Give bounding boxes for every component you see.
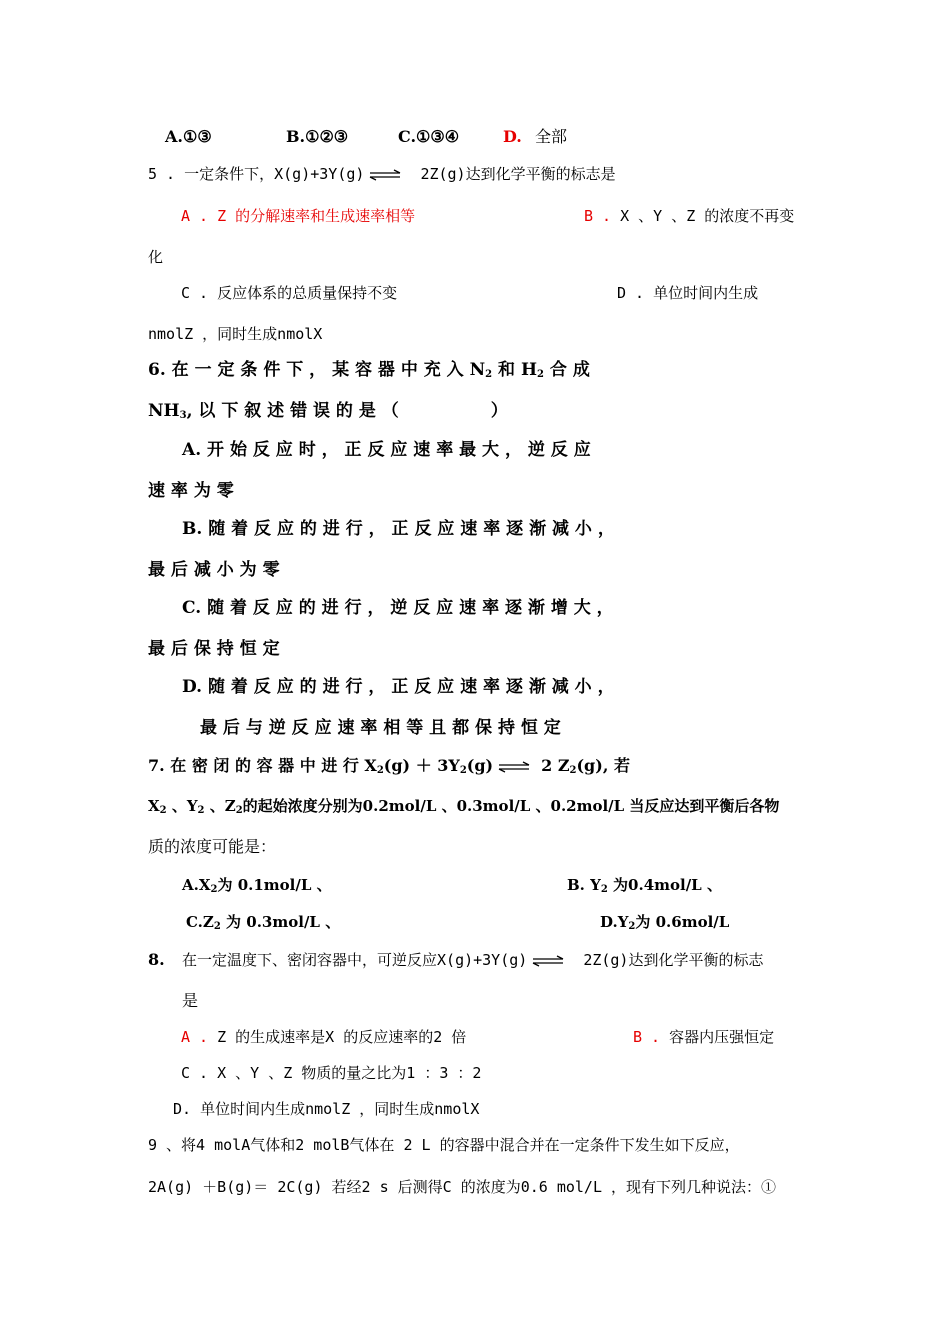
q6-stem-line1-a: 6. 在 一 定 条 件 下 ， 某 容 器 中 充 入 N: [148, 360, 486, 380]
q8-stem-lhs: 在一定温度下、密闭容器中，可逆反应X(g)+3Y(g): [182, 951, 528, 969]
equilibrium-arrow-icon: [531, 955, 565, 967]
q5-option-b-text: X 、Y 、Z 的浓度不再变: [611, 207, 795, 225]
q5-stem: [148, 163, 616, 185]
q6-stem-line2-b: , 以 下 叙 述 错 误 的 是 （: [186, 401, 399, 421]
q7-stem-line1: [148, 755, 630, 777]
q9-stem-line1: 9 、将4 molA气体和2 molB气体在 2 L 的容器中混合并在一定条件下发生如下反应，: [148, 1136, 740, 1154]
q7-option-d-pre: D.Y: [600, 913, 629, 931]
q6-sub-nh3: 3: [179, 410, 187, 421]
q7-sub: 2: [628, 921, 636, 932]
q7-option-a-pre: A.X: [182, 876, 211, 894]
q7-option-b: [567, 874, 722, 896]
q7-sub: 2: [459, 765, 467, 776]
q4-option-d-letter: D.: [503, 127, 522, 146]
q6-stem-line2-c: ）: [490, 401, 508, 421]
q7-sub: 2: [235, 805, 243, 816]
q4-option-d-text: 全部: [534, 127, 567, 146]
q6-option-a-cont: 速 率 为 零: [148, 481, 234, 501]
q7-sub: 2: [376, 765, 384, 776]
q7-sub: 2: [213, 921, 221, 932]
q5-option-d: D . 单位时间内生成: [617, 284, 759, 302]
q5-option-b: B . X 、Y 、Z 的浓度不再变: [584, 207, 795, 225]
q6-stem-line1-c: 合 成: [544, 360, 590, 380]
q6-stem-line2-a: NH: [148, 401, 180, 421]
equilibrium-arrow-icon: [497, 761, 531, 773]
q4-option-d: [503, 126, 567, 148]
q8-stem-rhs: 2Z(g)达到化学平衡的标志: [583, 951, 764, 969]
q5-option-d-cont: nmolZ ，同时生成nmolX: [148, 325, 323, 343]
q7-stem-line3: 质的浓度可能是：: [148, 837, 277, 856]
q7-sub: 2: [197, 805, 205, 816]
q4-option-b: B.①②③: [286, 127, 349, 146]
q7-stem2-a: X: [148, 797, 160, 815]
q6-stem-line1: [148, 359, 590, 381]
q7-option-a: [182, 874, 332, 896]
q7-option-b-pre: B. Y: [567, 876, 601, 894]
q5-option-c: C . 反应体系的总质量保持不变: [181, 284, 398, 302]
q7-option-d: [600, 911, 729, 933]
q5-stem-rhs: 2Z(g)达到化学平衡的标志是: [420, 165, 616, 183]
q6-option-b-cont: 最 后 减 小 为 零: [148, 560, 280, 580]
q7-option-b-post: 为0.4mol/L 、: [607, 876, 722, 894]
q7-option-c-pre: C.Z: [186, 913, 214, 931]
q7-stem2-b: 、Y: [166, 797, 198, 815]
q8-option-b: B . 容器内压强恒定: [633, 1028, 775, 1046]
q6-sub-h2: 2: [537, 369, 544, 380]
q7-sub: 2: [600, 884, 608, 895]
q7-sub: 2: [210, 884, 218, 895]
q7-stem-e: (g), 若: [576, 756, 630, 775]
q4-option-c: C.①③④: [398, 127, 460, 146]
q8-option-a-text: Z 的生成速率是X 的反应速率的2 倍: [208, 1028, 467, 1046]
q7-option-c-post: 为 0.3mol/L 、: [220, 913, 341, 931]
q4-option-a: A.①③: [165, 127, 212, 146]
q8-option-b-text: 容器内压强恒定: [660, 1028, 775, 1046]
q7-option-a-post: 为 0.1mol/L 、: [217, 876, 332, 894]
q9-stem-line2: 2A(g) ＋B(g)＝ 2C(g) 若经2 s 后测得C 的浓度为0.6 mol/L ，现有下列几种说法：①: [148, 1178, 777, 1196]
q6-option-c: C. 随 着 反 应 的 进 行 ， 逆 反 应 速 率 逐 渐 增 大 ，: [182, 598, 614, 618]
q7-option-c: [186, 911, 340, 933]
q7-stem-d: 2 Z: [541, 756, 570, 775]
q5-stem-lhs: 5 . 一定条件下，X(g)+3Y(g): [148, 165, 365, 183]
q7-stem2-c: 、Z: [204, 797, 236, 815]
q5-option-b-cont: 化: [148, 248, 164, 266]
q6-option-d-cont: 最 后 与 逆 反 应 速 率 相 等 且 都 保 持 恒 定: [200, 718, 561, 738]
q7-stem-b: (g) ＋ 3Y: [383, 756, 460, 775]
q7-stem2-d: 的起始浓度分别为0.2mol/L 、0.3mol/L 、0.2mol/L 当反应达到平衡后各物: [242, 797, 780, 815]
q7-stem-a: 7. 在 密 闭 的 容 器 中 进 行 X: [148, 756, 377, 775]
q8-stem: [182, 949, 763, 971]
q6-option-d: D. 随 着 反 应 的 进 行 ， 正 反 应 速 率 逐 渐 减 小 ，: [182, 677, 615, 697]
q8-option-a: A . Z 的生成速率是X 的反应速率的2 倍: [181, 1028, 467, 1046]
q8-number: 8.: [148, 950, 165, 969]
equilibrium-arrow-icon: [368, 169, 402, 181]
q7-sub: 2: [159, 805, 167, 816]
q8-stem-cont: 是: [182, 991, 199, 1010]
q6-sub-n2: 2: [485, 369, 493, 380]
q7-option-d-post: 为 0.6mol/L: [635, 913, 730, 931]
q7-stem-c: (g): [466, 756, 494, 775]
q7-stem-line2: [148, 795, 779, 817]
q8-option-d: D. 单位时间内生成nmolZ ，同时生成nmolX: [173, 1100, 480, 1118]
q6-option-a: A. 开 始 反 应 时 ， 正 反 应 速 率 最 大 ， 逆 反 应: [182, 440, 591, 460]
q6-stem-line2: [148, 400, 508, 422]
q8-option-c: C . X 、Y 、Z 物质的量之比为1 ：3 ：2: [181, 1064, 482, 1082]
q6-option-c-cont: 最 后 保 持 恒 定: [148, 639, 280, 659]
q7-sub: 2: [569, 765, 577, 776]
q6-stem-line1-b: 和 H: [492, 360, 538, 380]
q5-option-a: A . Z 的分解速率和生成速率相等: [181, 207, 416, 225]
q6-option-b: B. 随 着 反 应 的 进 行 ， 正 反 应 速 率 逐 渐 减 小 ，: [182, 519, 615, 539]
